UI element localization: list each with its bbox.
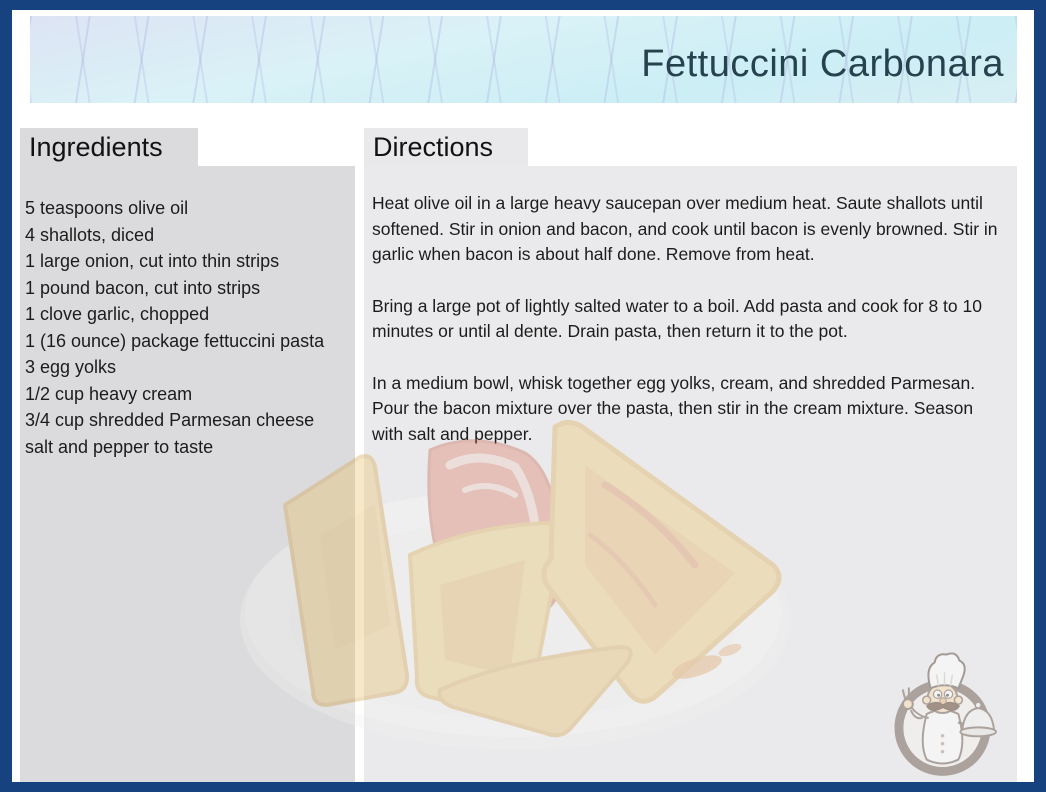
- ingredients-section: [20, 128, 355, 782]
- ingredient-item: 3 egg yolks: [25, 357, 117, 377]
- direction-paragraph: Bring a large pot of lightly salted water to a boil. Add pasta and cook for 8 to 10 minutes or until al dente. Drain pasta, then return it to the pot.: [372, 295, 982, 341]
- ingredient-item: 1 clove garlic, chopped: [25, 304, 210, 324]
- ingredient-item: 1 pound bacon, cut into strips: [25, 277, 261, 298]
- directions-section: [364, 128, 1017, 782]
- ingredient-item: 1/2 cup heavy cream: [25, 383, 193, 404]
- recipe-header: [30, 16, 1017, 103]
- directions-text: [364, 166, 1017, 782]
- ingredients-list: [20, 166, 355, 782]
- ingredient-item: salt and pepper to taste: [25, 436, 214, 457]
- ingredient-item: 4 shallots, diced: [25, 224, 155, 245]
- directions-heading: Directions: [364, 128, 528, 166]
- direction-paragraph: In a medium bowl, whisk together egg yolks, cream, and shredded Parmesan. Pour the bacon mixture over the pasta, then stir in the cream mixture. Season with salt and pepper.: [372, 372, 976, 444]
- ingredient-item: 5 teaspoons olive oil: [25, 198, 189, 218]
- direction-paragraph: Heat olive oil in a large heavy saucepan over medium heat. Saute shallots until softened. Stir in onion and bacon, and cook until bacon is evenly browned. Stir in garlic when bacon is about half done. Remove from heat.: [372, 193, 998, 264]
- recipe-card: [12, 10, 1034, 782]
- ingredient-item: 1 large onion, cut into thin strips: [25, 251, 280, 271]
- ingredient-item: 1 (16 ounce) package fettuccini pasta: [25, 330, 325, 351]
- ingredient-item: 3/4 cup shredded Parmesan cheese: [25, 410, 315, 430]
- ingredients-heading: Ingredients: [20, 128, 198, 166]
- recipe-title: Fettuccini Carbonara: [641, 43, 1004, 85]
